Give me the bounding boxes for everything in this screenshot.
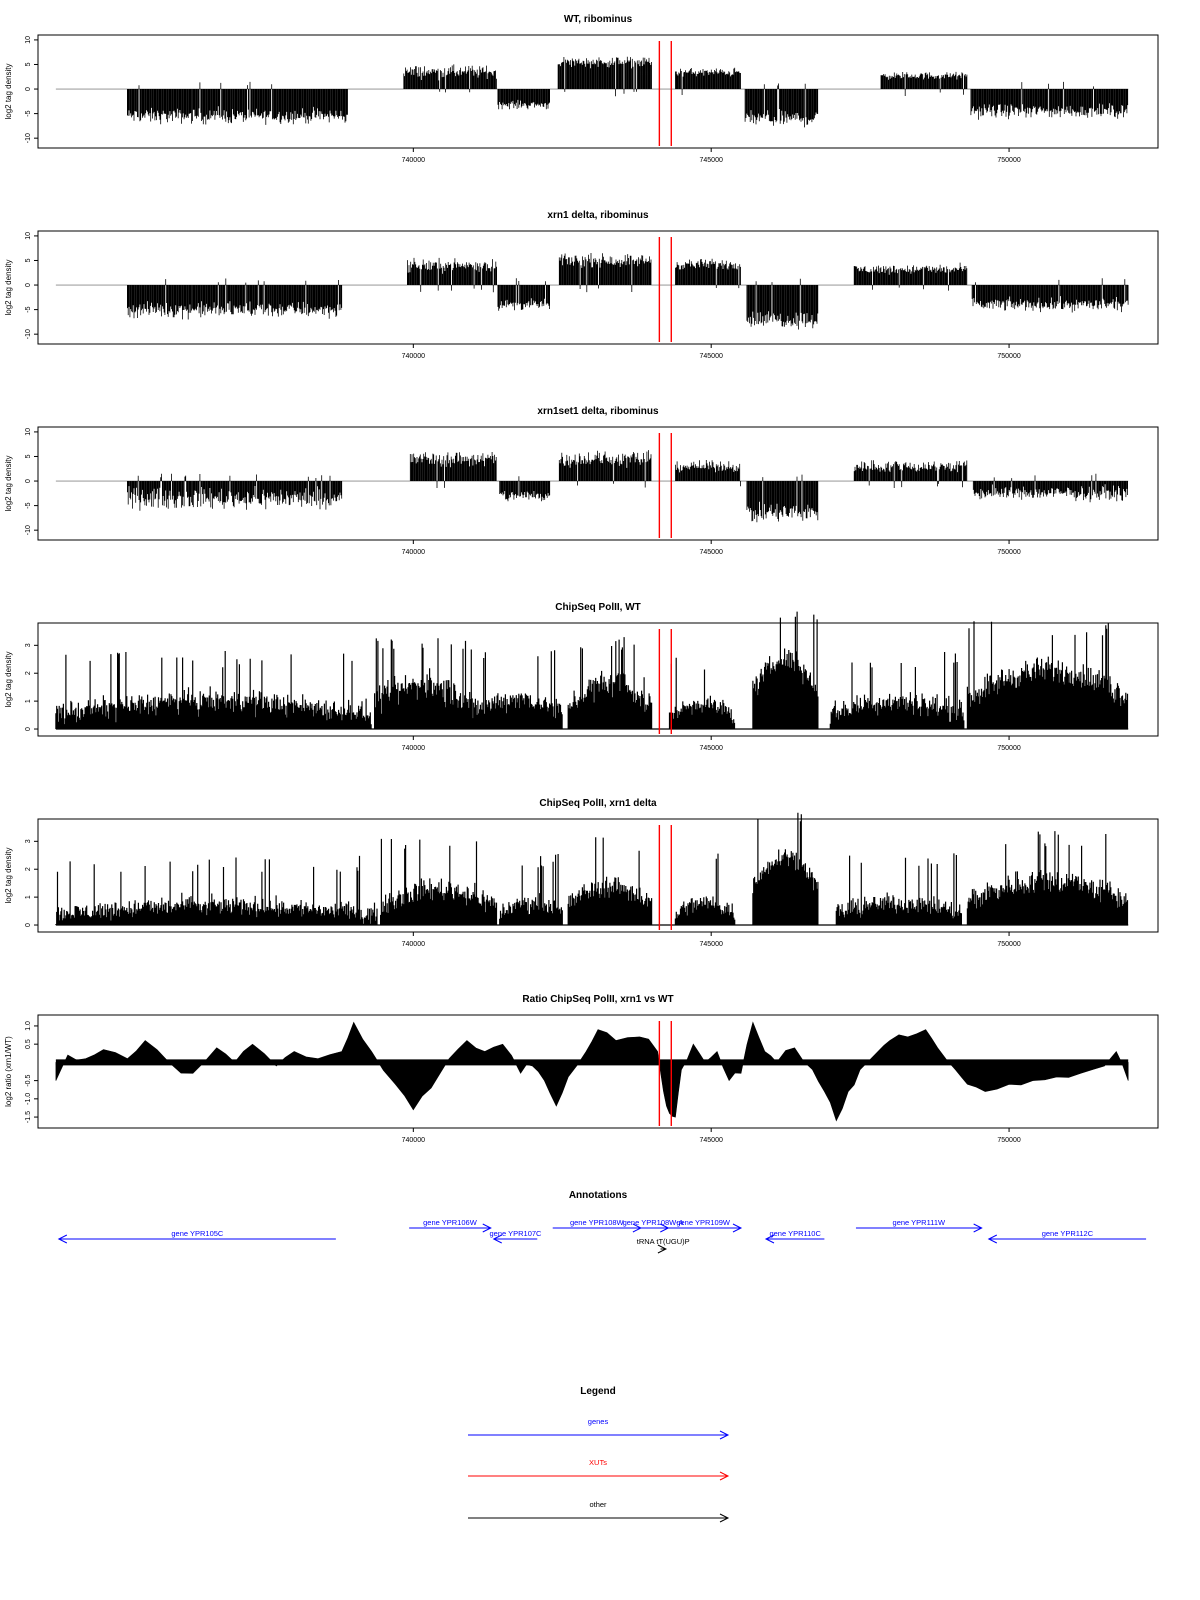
- annotation-feature: [665, 1218, 741, 1232]
- x-axis: [402, 344, 1021, 360]
- panel-title: ChipSeq PolII, xrn1 delta: [539, 798, 657, 809]
- y-tick-label: 10: [25, 36, 32, 44]
- y-axis: [25, 428, 38, 535]
- density-bars: [56, 813, 1128, 925]
- y-tick-label: 5: [25, 62, 32, 67]
- x-tick-label: 740000: [401, 353, 425, 360]
- y-tick-label: 10: [25, 232, 32, 240]
- x-tick-label: 750000: [997, 353, 1021, 360]
- x-tick-label: 740000: [401, 745, 425, 752]
- y-tick-label: -1.0: [25, 1092, 32, 1105]
- y-axis-label: log2 tag density: [4, 847, 13, 904]
- y-tick-label: 2: [25, 671, 32, 676]
- x-tick-label: 745000: [699, 157, 723, 164]
- y-tick-label: 2: [25, 867, 32, 872]
- legend-item: [468, 1500, 728, 1522]
- feature-label: gene YPR109W: [676, 1218, 730, 1227]
- chart-panel: [4, 406, 1158, 556]
- y-tick-label: -10: [25, 525, 32, 536]
- annotation-feature: [623, 1218, 684, 1232]
- panel-title: xrn1set1 delta, ribominus: [537, 406, 659, 417]
- legend-item-label: genes: [587, 1417, 609, 1426]
- y-tick-label: 1: [25, 895, 32, 900]
- x-tick-label: 750000: [997, 157, 1021, 164]
- y-tick-label: 0: [25, 87, 32, 91]
- x-tick-label: 745000: [699, 941, 723, 948]
- y-tick-label: -10: [25, 329, 32, 340]
- density-bars: [127, 450, 1127, 522]
- y-axis: [25, 36, 38, 143]
- y-tick-label: -5: [25, 306, 32, 313]
- density-bars: [127, 57, 1127, 128]
- y-tick-label: 1: [25, 699, 32, 704]
- data-marks: [56, 1022, 1128, 1120]
- feature-label: gene YPR111W: [892, 1218, 946, 1227]
- x-tick-label: 750000: [997, 745, 1021, 752]
- x-axis: [402, 1128, 1021, 1144]
- y-axis-label: log2 ratio (xrn1/WT): [4, 1036, 13, 1107]
- x-tick-label: 740000: [401, 1137, 425, 1144]
- data-marks: [56, 57, 1128, 128]
- x-tick-label: 750000: [997, 549, 1021, 556]
- feature-label: tRNA tT(UGU)P: [636, 1237, 690, 1246]
- y-tick-label: -1.5: [25, 1111, 32, 1124]
- panel-title: ChipSeq PolII, WT: [555, 602, 641, 613]
- legend-item-label: XUTs: [589, 1458, 607, 1467]
- data-marks: [56, 450, 1128, 522]
- x-tick-label: 740000: [401, 549, 425, 556]
- y-tick-label: -5: [25, 502, 32, 509]
- x-axis: [402, 148, 1021, 164]
- annotation-feature: [637, 1237, 690, 1253]
- chart-panel: [4, 798, 1158, 948]
- annotation-feature: [856, 1218, 982, 1232]
- legend-item-label: other: [589, 1500, 607, 1509]
- y-axis-label: log2 tag density: [4, 63, 13, 120]
- annotation-feature: [409, 1218, 491, 1232]
- annotation-feature: [766, 1229, 824, 1243]
- x-tick-label: 745000: [699, 353, 723, 360]
- y-tick-label: -5: [25, 110, 32, 117]
- annotation-feature: [489, 1229, 542, 1243]
- y-axis: [25, 232, 38, 339]
- chart-panel: [4, 994, 1158, 1144]
- y-axis: [25, 839, 38, 927]
- annotation-feature: [989, 1229, 1146, 1243]
- zero-baseline: [56, 1059, 1128, 1065]
- y-axis-label: log2 tag density: [4, 455, 13, 512]
- annotation-feature: [59, 1229, 336, 1243]
- data-marks: [56, 612, 1128, 729]
- y-tick-label: -0.5: [25, 1074, 32, 1087]
- y-tick-label: 0: [25, 283, 32, 287]
- y-tick-label: 0: [25, 923, 32, 927]
- legend-panel: [468, 1386, 728, 1522]
- y-axis-label: log2 tag density: [4, 259, 13, 316]
- feature-label: gene YPR112C: [1041, 1229, 1094, 1238]
- feature-label: gene YPR108W: [569, 1218, 624, 1227]
- ratio-area: [56, 1022, 1128, 1120]
- x-axis: [402, 540, 1021, 556]
- y-tick-label: 3: [25, 643, 32, 648]
- panel-title: xrn1 delta, ribominus: [547, 210, 649, 221]
- annotations-panel: [59, 1190, 1146, 1253]
- y-tick-label: 3: [25, 839, 32, 844]
- panel-title: WT, ribominus: [563, 14, 633, 25]
- x-tick-label: 745000: [699, 1137, 723, 1144]
- feature-label: gene YPR105C: [171, 1229, 224, 1238]
- x-tick-label: 750000: [997, 1137, 1021, 1144]
- chart-panel: [4, 14, 1158, 164]
- feature-label: gene YPR108W-A: [622, 1218, 684, 1227]
- feature-label: gene YPR107C: [489, 1229, 542, 1238]
- y-tick-label: 5: [25, 258, 32, 263]
- legend-item: [468, 1417, 728, 1439]
- y-tick-label: 5: [25, 454, 32, 459]
- x-tick-label: 740000: [401, 941, 425, 948]
- feature-label: gene YPR106W: [423, 1218, 477, 1227]
- y-axis-label: log2 tag density: [4, 651, 13, 708]
- y-tick-label: 10: [25, 428, 32, 436]
- legend-title: Legend: [580, 1386, 616, 1397]
- data-marks: [56, 253, 1128, 330]
- y-axis: [25, 1021, 38, 1123]
- panel-title: Ratio ChipSeq PolII, xrn1 vs WT: [522, 994, 674, 1005]
- y-tick-label: 1.0: [25, 1021, 32, 1031]
- annotations-title: Annotations: [568, 1190, 628, 1201]
- x-tick-label: 745000: [699, 549, 723, 556]
- feature-label: gene YPR110C: [769, 1229, 821, 1238]
- y-tick-label: 0.5: [25, 1039, 32, 1050]
- chart-panel: [4, 210, 1158, 360]
- y-tick-label: 0: [25, 479, 32, 483]
- density-bars: [56, 612, 1128, 729]
- y-axis: [25, 643, 38, 731]
- y-tick-label: 0: [25, 727, 32, 731]
- x-tick-label: 740000: [401, 157, 425, 164]
- x-tick-label: 750000: [997, 941, 1021, 948]
- density-bars: [127, 253, 1128, 330]
- y-tick-label: -10: [25, 133, 32, 144]
- x-axis: [402, 932, 1021, 948]
- x-axis: [402, 736, 1021, 752]
- chart-panel: [4, 602, 1158, 752]
- legend-item: [468, 1458, 728, 1480]
- x-tick-label: 745000: [699, 745, 723, 752]
- data-marks: [56, 813, 1128, 925]
